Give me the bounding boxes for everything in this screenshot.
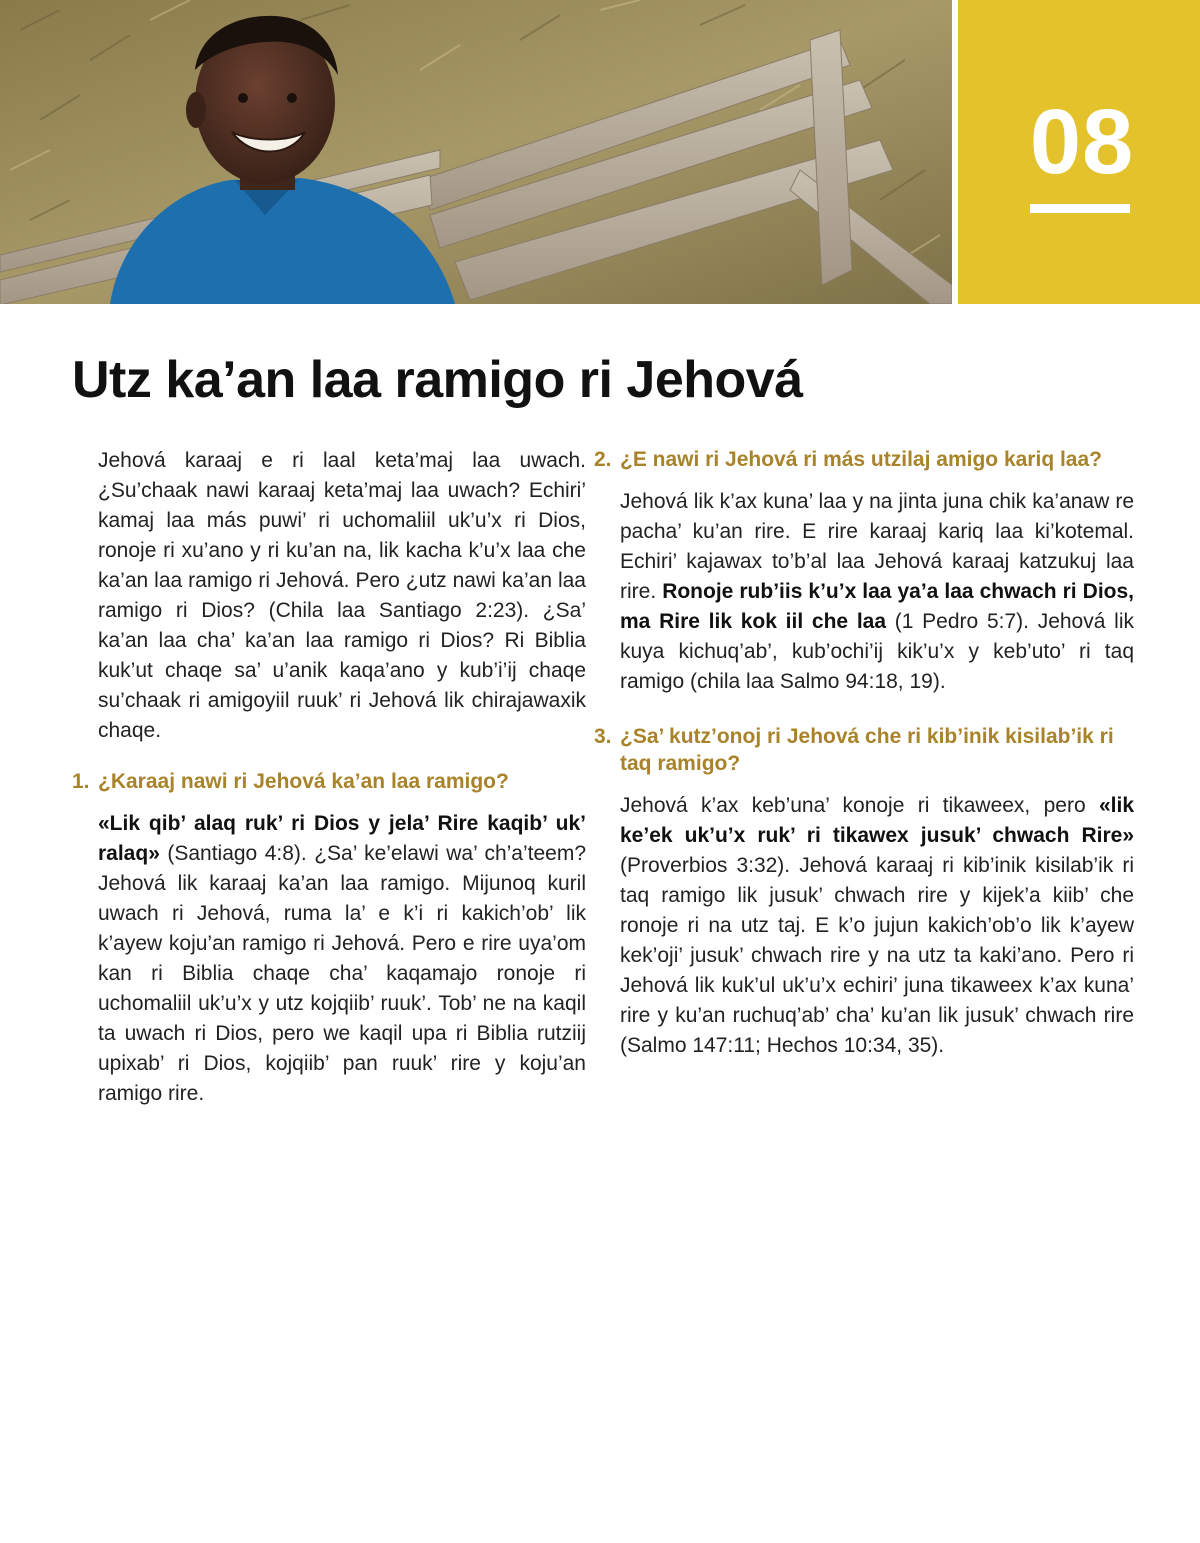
- section-3-answer: [620, 791, 1134, 1061]
- right-column: [594, 446, 1134, 1087]
- section-3-text-before: Jehová k’ax keb’una’ konoje ri tikaweex, pero: [620, 794, 1099, 817]
- section-2-text-before: Jehová lik k’ax kuna’ laa y na jinta juna chik ka’anaw re pacha’ ku’an rire. E rire karaaj kariq laa ki’kotemal. Echiri’ kajawax to’b’al laa Jehová karaaj katzukuj laa rire.: [620, 490, 1134, 603]
- section-1-text: (Santiago 4:8). ¿Sa’ ke’elawi wa’ ch’a’teem? Jehová lik karaaj ka’an laa ramigo. Mijunoq kuril uwach ri Jehová, ruma la’ e k’i ri kakich’ob’ lik k’ayew koju’an ramigo ri Jehová. Pero e rire uya’om kan ri Biblia chaqe cha’ kaqamajo ronoje ri uchomaliil uk’u’x y utz kojqiib’ ruuk’. Tob’ ne na kaqil ta uwach ri Dios, pero we kaqil upa ri Biblia rutziij upixab’ ri Dios, kojqiib’ pan ruuk’ rire y koju’an ramigo rire.: [98, 842, 586, 1105]
- section-2-answer: [620, 487, 1134, 697]
- section-2-text-after: (1 Pedro 5:7). Jehová lik kuya kichuq’ab’, kub’ochi’ij kik’u’x y keb’uto’ ri taq ramigo (chila laa Salmo 94:18, 19).: [620, 610, 1134, 693]
- lesson-divider: [1030, 204, 1130, 213]
- section-3-text-after: (Proverbios 3:32). Jehová karaaj ri kib’inik kisilab’ik ri taq ramigo lik jusuk’ chwach rire y kijek’a kiib’ che ronoje ri na utz taj. E k’o jujun kakich’ob’o lik k’ayew kek’oji’ jusuk’ chwach rire y na utz ta kaki’ano. Pero ri Jehová lik kuk’ul uk’u’x echiri’ juna tikaweex k’ax kuna’ rire y ku’an ruchuq’ab’ cha’ ku’an lik jusuk’ chwach rire (Salmo 147:11; Hechos 10:34, 35).: [620, 854, 1134, 1057]
- photo-man-on-bench: [0, 0, 952, 304]
- section-3-question: ¿Sa’ kutz’onoj ri Jehová che ri kib’inik kisilab’ik ri taq ramigo?: [620, 725, 1114, 775]
- lesson-number: 08: [1029, 91, 1135, 193]
- left-column: [72, 446, 586, 1135]
- section-2-question: ¿E nawi ri Jehová ri más utzilaj amigo kariq laa?: [620, 448, 1102, 471]
- intro-paragraph: Jehová karaaj e ri laal keta’maj laa uwach. ¿Su’chaak nawi karaaj keta’maj laa uwach? Echiri’ kamaj laa más puwi’ ri uchomaliil uk’u’x ri Dios, ronoje ri xu’ano y ri ku’an na, lik kacha k’u’x laa che ka’an laa ramigo ri Jehová. Pero ¿utz nawi ka’an laa ramigo ri Dios? (Chila laa Santiago 2:23). ¿Sa’ ka’an laa cha’ ka’an laa ramigo ri Dios? Ri Biblia kuk’ut chaqe sa’ u’anik kaqa’ano y kub’i’ij chaqe su’chaak ri amigoyiil ruuk’ ri Jehová lik chirajawaxik chaqe.: [98, 449, 586, 742]
- lesson-number-box: [958, 0, 1200, 304]
- hero-photo: [0, 0, 952, 304]
- section-3-number: 3.: [594, 725, 612, 748]
- section-2-heading: [594, 446, 1134, 473]
- section-1-answer: [98, 809, 586, 1109]
- section-1-number: 1.: [72, 770, 90, 793]
- section-1-heading: [72, 768, 586, 795]
- section-3-bold: «lik ke’ek uk’u’x ruk’ ri tikawex jusuk’ chwach Rire»: [620, 794, 1134, 847]
- section-3-heading: [594, 723, 1134, 777]
- section-2-number: 2.: [594, 448, 612, 471]
- section-1-question: ¿Karaaj nawi ri Jehová ka’an laa ramigo?: [98, 770, 509, 793]
- section-1-quote: «Lik qib’ alaq ruk’ ri Dios y jela’ Rire kaqib’ uk’ ralaq»: [98, 812, 586, 865]
- page-title: Utz ka’an laa ramigo ri Jehová: [72, 351, 803, 409]
- section-2-bold: Ronoje rub’iis k’u’x laa ya’a laa chwach ri Dios, ma Rire lik kok iil che laa: [620, 580, 1134, 633]
